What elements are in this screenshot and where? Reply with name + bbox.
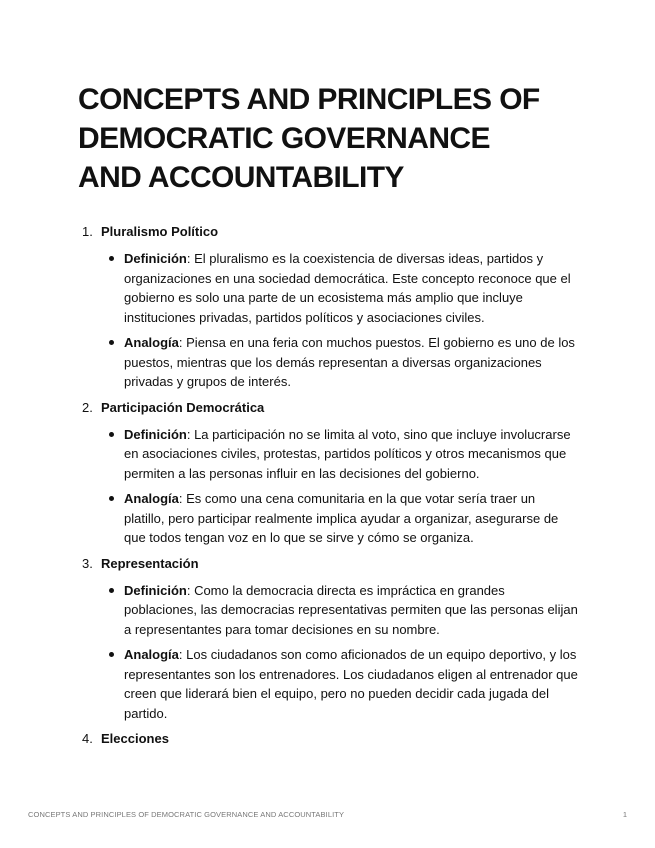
section-title: Pluralismo Político (101, 224, 219, 239)
bullet-icon (109, 256, 114, 261)
footer-running-title: CONCEPTS AND PRINCIPLES OF DEMOCRATIC GOVERNANCE AND ACCOUNTABILITY (28, 810, 345, 819)
point-term: Definición (124, 251, 187, 266)
section-item (78, 554, 578, 724)
document-title (78, 80, 578, 197)
title-line: DEMOCRATIC GOVERNANCE (78, 122, 490, 155)
footer-page-number: 1 (622, 810, 627, 819)
point-item (101, 645, 578, 723)
point-item (101, 581, 578, 640)
section-number: 4. (82, 731, 93, 746)
section-title: Representación (101, 555, 199, 571)
section-number: 1. (82, 224, 93, 239)
title-line: CONCEPTS AND PRINCIPLES OF (78, 83, 540, 116)
section-title: Participación Democrática (101, 399, 265, 415)
point-term: Analogía (124, 335, 179, 350)
point-text: : La participación no se limita al voto, sino que incluye involucrarse en asociaciones civiles, protestas, partidos políticos y otros mecanismos que permiten a las personas influir en las decisiones del gobierno. (124, 426, 571, 481)
section-item (78, 398, 578, 548)
section-list (78, 222, 578, 748)
bullet-icon (109, 496, 114, 501)
point-text: : El pluralismo es la coexistencia de diversas ideas, partidos y organizaciones en una sociedad democrática. Este concepto reconoce que el gobierno es solo una parte de un ecosistema más amplio que incluye instituciones privadas, partidos políticos y asociaciones civiles. (124, 251, 571, 325)
point-term: Analogía (124, 647, 179, 662)
point-list (101, 581, 578, 724)
section-number: 2. (82, 399, 93, 415)
point-text: : Los ciudadanos son como aficionados de un equipo deportivo, y los representantes son los entrenadores. Los ciudadanos eligen al entrenador que creen que liderará bien el equipo, pero no pueden decidir cada jugada del partido. (124, 647, 578, 721)
point-item (101, 333, 578, 392)
document-page (78, 80, 578, 753)
bullet-icon (109, 588, 114, 593)
point-list (101, 249, 578, 392)
point-list (101, 425, 578, 548)
section-item (78, 222, 578, 392)
point-term: Definición (124, 582, 187, 598)
bullet-icon (109, 340, 114, 345)
point-term: Definición (124, 426, 187, 442)
point-text: : Como la democracia directa es impráctica en grandes poblaciones, las democracias representativas permiten que las personas elijan a representantes para tomar decisiones en su nombre. (124, 582, 578, 637)
point-term: Analogía (124, 491, 179, 506)
point-item (101, 425, 578, 484)
bullet-icon (109, 432, 114, 437)
point-text: : Piensa en una feria con muchos puestos. El gobierno es uno de los puestos, mientras que los demás representan a diversas organizaciones privadas y grupos de interés. (124, 335, 575, 389)
point-text: : Es como una cena comunitaria en la que votar sería traer un platillo, pero participar realmente implica ayudar a organizar, asegurarse de que todos tengan voz en lo que se sirve y cómo se organiza. (124, 491, 559, 545)
point-item (101, 249, 578, 327)
point-item (101, 489, 578, 548)
section-item (78, 729, 578, 748)
title-line: AND ACCOUNTABILITY (78, 161, 404, 194)
section-title: Elecciones (101, 731, 169, 746)
bullet-icon (109, 652, 114, 657)
section-number: 3. (82, 555, 93, 571)
